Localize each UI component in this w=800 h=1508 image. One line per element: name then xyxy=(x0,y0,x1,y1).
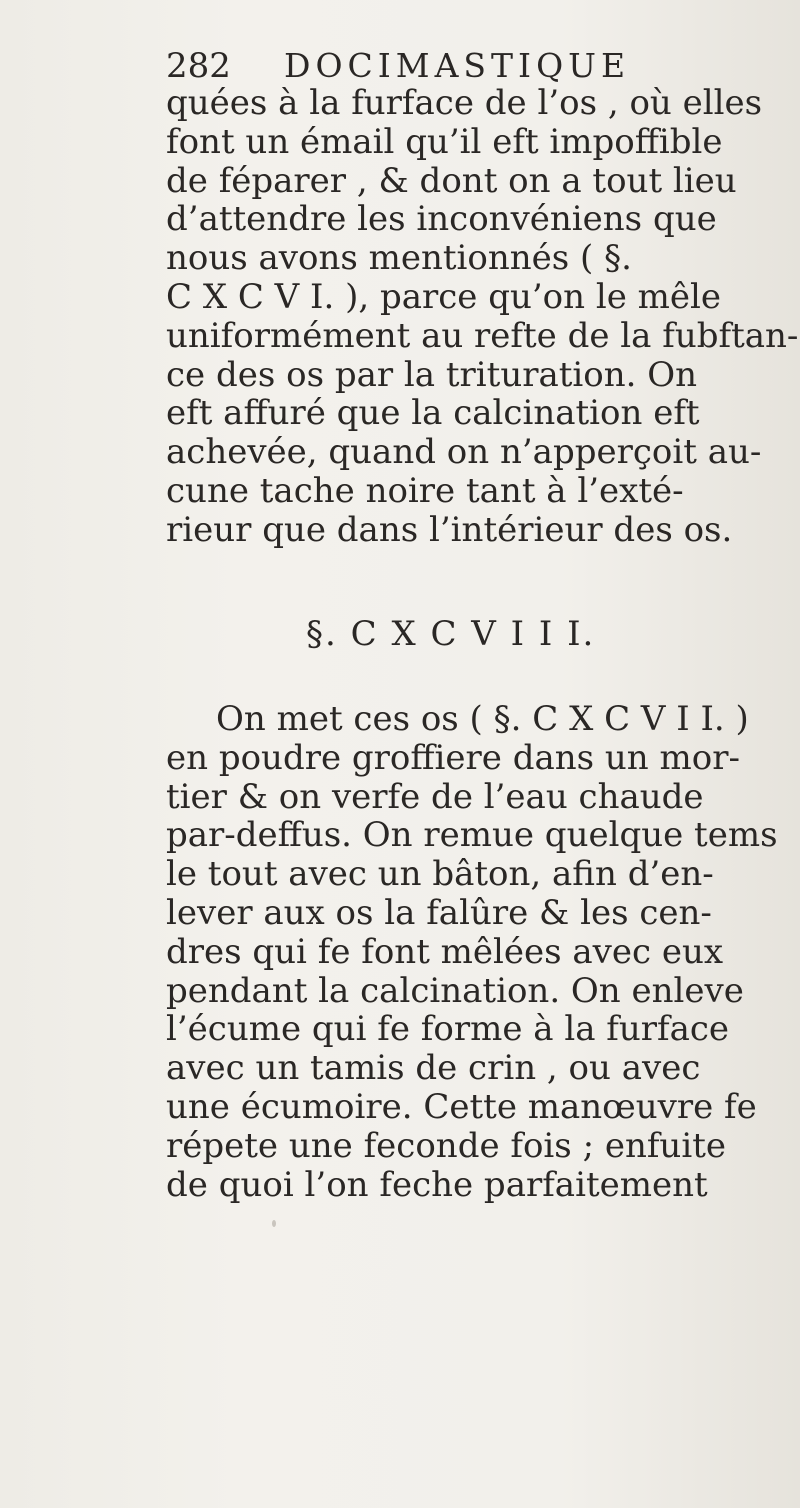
text-line: de quoi l’on feche parfaitement xyxy=(166,1164,708,1205)
text-line: répete une feconde fois ; enfuite xyxy=(166,1125,726,1166)
text-line: achevée, quand on n’apperçoit au- xyxy=(166,432,762,473)
text-line: nous avons mentionnés ( §. xyxy=(166,238,632,279)
text-line: On met ces os ( §. C X C V I I. ) xyxy=(216,699,749,739)
text-line: d’attendre les inconvéniens que xyxy=(166,199,717,240)
text-line: une écumoire. Cette manœuvre fe xyxy=(166,1086,757,1127)
paragraph-section xyxy=(166,699,778,1205)
text-line: par-deffus. On remue quelque tems xyxy=(166,815,778,856)
text-line: le tout avec un bâton, afin d’en- xyxy=(166,854,714,895)
section-heading: §. C X C V I I I. xyxy=(306,614,596,654)
page-number: 282 xyxy=(166,46,231,86)
running-title: DOCIMASTIQUE xyxy=(284,46,631,85)
text-line: cune tache noire tant à l’exté- xyxy=(166,470,684,511)
ink-speck xyxy=(272,1220,276,1227)
text-line: rieur que dans l’intérieur des os. xyxy=(166,509,733,550)
text-line: quées à la furface de l’os , où elles xyxy=(166,83,763,123)
text-line: tier & on verfe de l’eau chaude xyxy=(166,776,704,817)
text-line: de féparer , & dont on a tout lieu xyxy=(166,160,737,201)
text-line: dres qui fe font mêlées avec eux xyxy=(166,931,724,972)
page-header xyxy=(166,46,686,86)
text-line: avec un tamis de crin , ou avec xyxy=(166,1048,701,1089)
text-line: font un émail qu’il eft impoffible xyxy=(166,121,723,162)
text-line: en poudre groffiere dans un mor- xyxy=(166,737,740,778)
text-line: C X C V I. ), parce qu’on le mêle xyxy=(166,276,722,317)
text-line: ce des os par la trituration. On xyxy=(166,354,698,395)
text-line: pendant la calcination. On enleve xyxy=(166,970,744,1011)
text-line: lever aux os la falûre & les cen- xyxy=(166,892,712,933)
text-line: l’écume qui fe forme à la furface xyxy=(166,1009,730,1050)
paragraph-continuation xyxy=(166,83,799,550)
text-line: uniformément au refte de la fubftan- xyxy=(166,315,799,356)
text-line: eft affuré que la calcination eft xyxy=(166,393,700,434)
